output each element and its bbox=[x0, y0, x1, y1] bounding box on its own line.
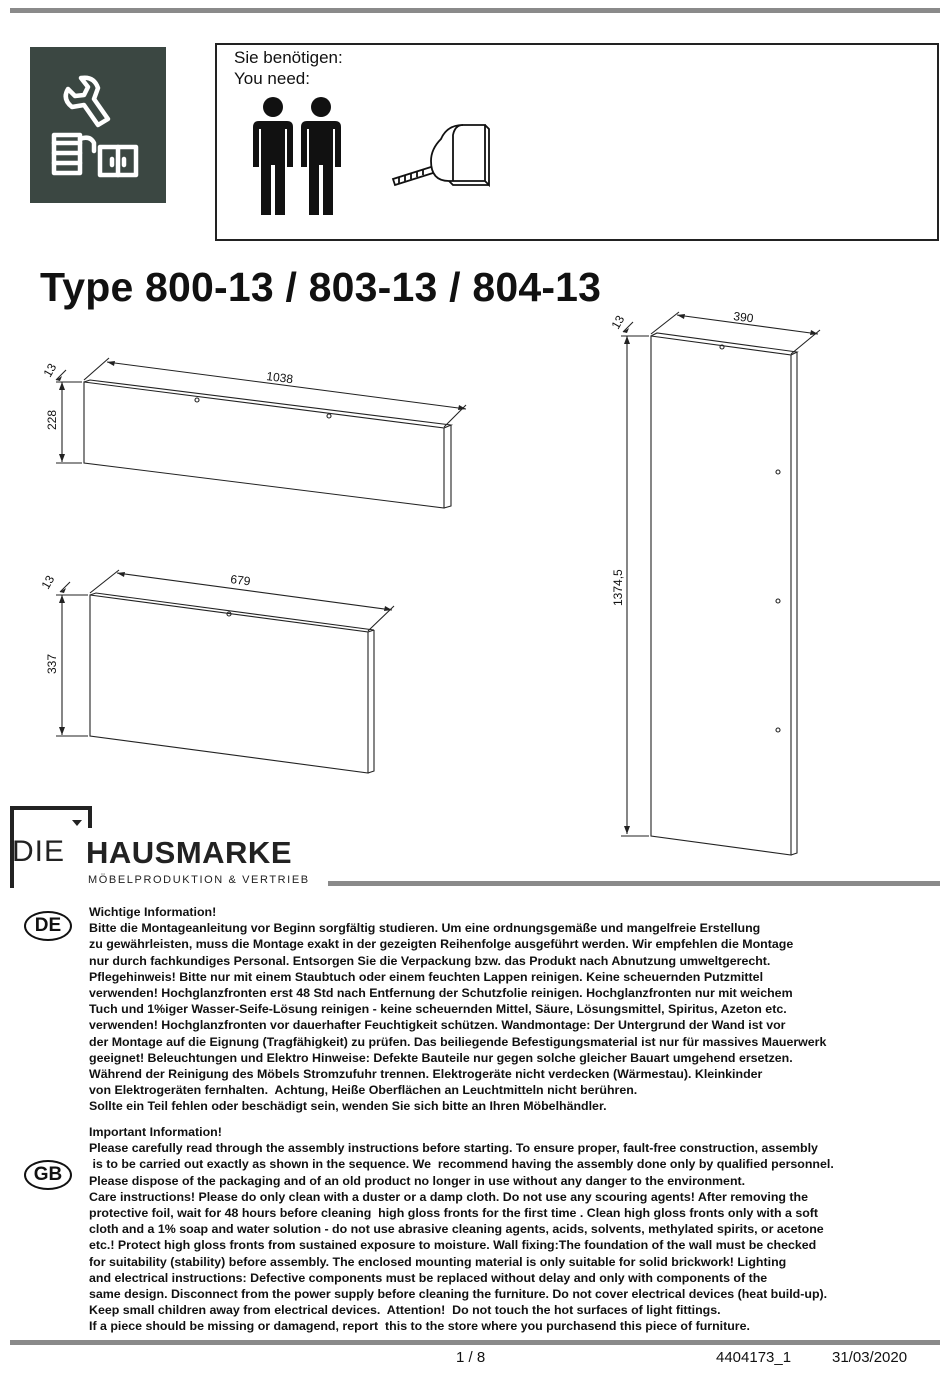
panel-b bbox=[56, 570, 394, 773]
gb-line: protective foil, wait for 48 hours before cleaning high gloss fronts for the first time . Clean high gloss fronts only with a soft bbox=[89, 1206, 819, 1221]
brand-prefix: DIE bbox=[12, 835, 66, 868]
gb-information bbox=[89, 1124, 939, 1335]
de-line: verwenden! Hochglanzfronten erst 48 Std nach Entfernung der Schutzfolie reinigen. Hochglanzfronten nur mit weichem bbox=[89, 986, 793, 1001]
panel-b-height: 337 bbox=[45, 653, 59, 674]
brand-subtitle: MÖBELPRODUKTION & VERTRIEB bbox=[88, 874, 310, 886]
gb-line: Care instructions! Please do only clean with a duster or a damp cloth. Do not use any scouring agents! After removing the bbox=[89, 1189, 809, 1204]
footer-rule bbox=[10, 1340, 940, 1345]
document-date: 31/03/2020 bbox=[832, 1349, 908, 1366]
need-label-de: Sie benötigen: bbox=[234, 48, 343, 67]
panel-a-width: 1038 bbox=[265, 369, 294, 387]
gb-line: and electrical instructions: Defective components must be replaced without delay and only with components of the bbox=[89, 1270, 768, 1285]
panel-a-height: 228 bbox=[45, 409, 59, 430]
panel-a-thickness: 13 bbox=[40, 360, 60, 380]
de-line: Wichtige Information! bbox=[89, 905, 217, 919]
panel-c-thickness: 13 bbox=[608, 312, 628, 332]
document-id: 4404173_1 bbox=[716, 1349, 792, 1366]
panel-c bbox=[621, 312, 820, 855]
gb-line: Please dispose of the packaging and of an old product no longer in use without any danger to the environment. bbox=[89, 1173, 746, 1188]
de-line: der Montage auf die Eignung (Tragfähigkeit) zu prüfen. Das beiliegende Befestigungsmaterial ist nur für massives Mauerwerk bbox=[89, 1034, 827, 1049]
page-title: Type 800-13 / 803-13 / 804-13 bbox=[40, 264, 602, 310]
de-information bbox=[89, 904, 939, 1115]
gb-line: cloth and a 1% soap and water solution - do not use abrasive cleaning agents, acids, solvents, methylated spirits, or acetone bbox=[89, 1222, 824, 1237]
brand-name: HAUSMARKE bbox=[86, 835, 292, 870]
de-line: zu gewährleisten, muss die Montage exakt in der gezeigten Reihenfolge ausgeführt werden. Wir empfehlen die Montage bbox=[89, 937, 794, 952]
de-line: verwenden! Hochglanzfronten vor dauerhafter Feuchtigkeit schützen. Wandmontage: Der Untergrund der Wand ist vor bbox=[89, 1018, 786, 1033]
gb-line: Important Information! bbox=[89, 1125, 222, 1139]
gb-line: Please carefully read through the assembly instructions before starting. To ensure proper, fault-free construction, assembly bbox=[89, 1141, 818, 1156]
gb-line: If a piece should be missing or damagend, report this to the store where you purchasend this piece of furniture. bbox=[89, 1319, 750, 1334]
brand-rule bbox=[328, 881, 940, 886]
gb-badge: GB bbox=[24, 1160, 72, 1190]
gb-line: Keep small children away from electrical devices. Attention! Do not touch the hot surfaces of light fittings. bbox=[89, 1303, 721, 1318]
de-line: Während der Reinigung des Möbels Stromzufuhr trennen. Elektrogeräte nicht verdecken (Wärmestau). Kleinkinder bbox=[89, 1067, 763, 1082]
de-line: von Elektrogeräten fernhalten. Achtung, Heiße Oberflächen an Leuchtmitteln nicht berühren. bbox=[89, 1083, 638, 1098]
need-label-en: You need: bbox=[234, 69, 310, 88]
de-line: Pflegehinweis! Bitte nur mit einem Staubtuch oder einem feuchten Lappen reinigen. Keine scheuernden Putzmittel bbox=[89, 969, 764, 984]
de-line: Tuch und 1%iger Wasser-Seife-Lösung reinigen - keine scheuernden Mittel, Säure, Lösungsmittel, Spiritus, Azeton etc. bbox=[89, 1002, 787, 1017]
de-line: Bitte die Montageanleitung vor Beginn sorgfältig studieren. Um eine ordnungsgemäße und mangelfreie Erstellung bbox=[89, 921, 761, 936]
panel-b-thickness: 13 bbox=[38, 572, 58, 592]
de-badge: DE bbox=[24, 911, 72, 941]
panel-a bbox=[56, 358, 466, 508]
de-line: nur durch fachkundiges Personal. Entsorgen Sie die Verpackung bzw. das Produkt nach Abnutzung umweltgerecht. bbox=[89, 953, 771, 968]
gb-line: for suitability (stability) before assembly. The enclosed mounting material is only suitable for solid brickwork! Lighting bbox=[89, 1254, 787, 1269]
panel-c-height: 1374,5 bbox=[611, 569, 625, 606]
page-number: 1 / 8 bbox=[456, 1349, 486, 1366]
panel-c-width: 390 bbox=[732, 309, 755, 326]
de-line: Sollte ein Teil fehlen oder beschädigt sein, wenden Sie sich bitte an Ihren Möbelhändler. bbox=[89, 1099, 607, 1114]
gb-line: etc.! Protect high gloss fronts from sustained exposure to moisture. Wall fixing:The foundation of the wall must be checked bbox=[89, 1238, 817, 1253]
gb-line: same design. Disconnect from the power supply before cleaning the furniture. Do not cover electrical devices (heat build-up). bbox=[89, 1287, 828, 1302]
gb-line: is to be carried out exactly as shown in the sequence. We recommend having the assembly done only by qualified personnel. bbox=[89, 1157, 834, 1172]
panel-b-width: 679 bbox=[229, 572, 252, 589]
de-line: geeignet! Beleuchtungen und Elektro Hinweise: Defekte Bauteile nur gegen solche gleicher Bauart umgehend ersetzen. bbox=[89, 1050, 793, 1065]
